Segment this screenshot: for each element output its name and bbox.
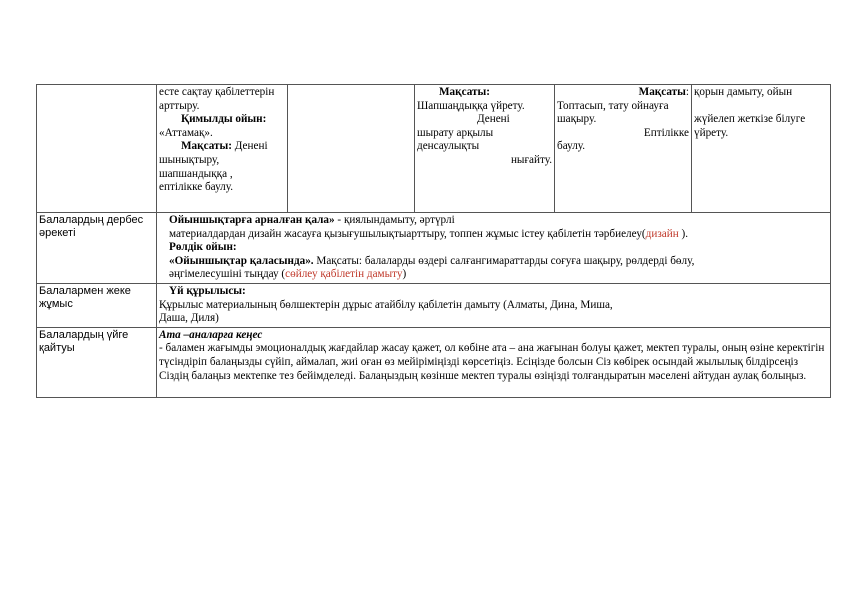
- parents-advice-text: - баламен жағымды эмоционалдық жағдайлар жасау қажет, ол көбіне ата – ана жағынан болуы қажет, мектеп туралы, оның өзіне керектігін түсіндіріп балаңызды сүйіп, аймалап, жиі оған өз мейіріміңізді көрсетіңіз. Есіңізде болсын Сіз көбірек осындай жылылық білдірсеңіз Сіздің балаңыз мектепке тез бейімделеді. Балаңыздың көзінше мектеп туралы өзіңізді толғандыратын мәселені айтудан аулақ болыңыз.: [159, 342, 825, 382]
- activity-title: Ойыншықтарға арналған қала»: [169, 214, 335, 226]
- goal-label: Мақсаты:: [181, 140, 232, 153]
- individual-work-row: [37, 283, 831, 327]
- outdoor-game-title: Қимылды ойын:: [181, 113, 267, 126]
- independent-activity-row: [37, 213, 831, 284]
- daily-plan-table: [36, 84, 831, 398]
- parents-advice-title: Ата –аналарға кеңес: [159, 328, 263, 341]
- outdoor-game-name: «Аттамақ».: [159, 126, 213, 139]
- teamwork-goal-cell: Мақсаты: Топтасып, тату ойнауға шақыру. Ептілікке баулу.: [555, 85, 692, 213]
- row-label-empty: [37, 85, 157, 213]
- row-label: Балалардың үйге қайтуы: [37, 327, 157, 397]
- goal-label: Мақсаты:: [439, 86, 490, 98]
- parents-advice-content: [157, 327, 831, 397]
- role-game-title: Рөлдік ойын:: [169, 241, 237, 254]
- speech-goal-cell: қорын дамыту, ойын жүйелеп жеткізе білуге үйрету.: [692, 85, 831, 213]
- individual-work-content: Үй құрылысы: Құрылыс материалының бөлшектерін дұрыс атайбілу қабілетін дамыту (Алматы, Дина, Миша, Даша, Диля): [157, 283, 831, 327]
- row-label: Балалармен жеке жұмыс: [37, 283, 157, 327]
- role-game-name: «Ойыншықтар қаласында».: [169, 254, 314, 267]
- goal-label: Мақсаты: [638, 86, 686, 98]
- activity-goals-row: [37, 85, 831, 213]
- empty-cell: [288, 85, 415, 213]
- row-label: Балалардың дербес әрекеті: [37, 213, 157, 284]
- house-building-title: Үй құрылысы:: [169, 284, 246, 297]
- highlight-design: дизайн: [645, 227, 679, 240]
- independent-activity-content: Ойыншықтарға арналған қала» - қиялындамыту, әртүрлі материалдардан дизайн жасауға қызығушылықтыарттыру, топпен жұмыс істеу қабілетін тәрбиелеу(дизайн ). Рөлдік ойын: «Ойыншықтар қаласында». Мақсаты: балаларды өздері салғангимараттарды соғуға шақыру, рөлдерді бөлу, әңгімелесушіні тыңдау (сөйлеу қабілетін дамыту): [157, 213, 831, 284]
- going-home-row: [37, 327, 831, 397]
- speed-goal-cell: Мақсаты: Шапшаңдыққа үйрету. Денені шырату арқылы денсаулықты нығайту.: [415, 85, 555, 213]
- highlight-speech: сөйлеу қабілетін дамыту: [285, 268, 403, 281]
- outdoor-game-cell: есте сақтау қабілеттерін арттыру. Қимылды ойын: «Аттамақ». Мақсаты: Денені шынықтыру, шапшандыққа , ептілікке баулу.: [157, 85, 288, 213]
